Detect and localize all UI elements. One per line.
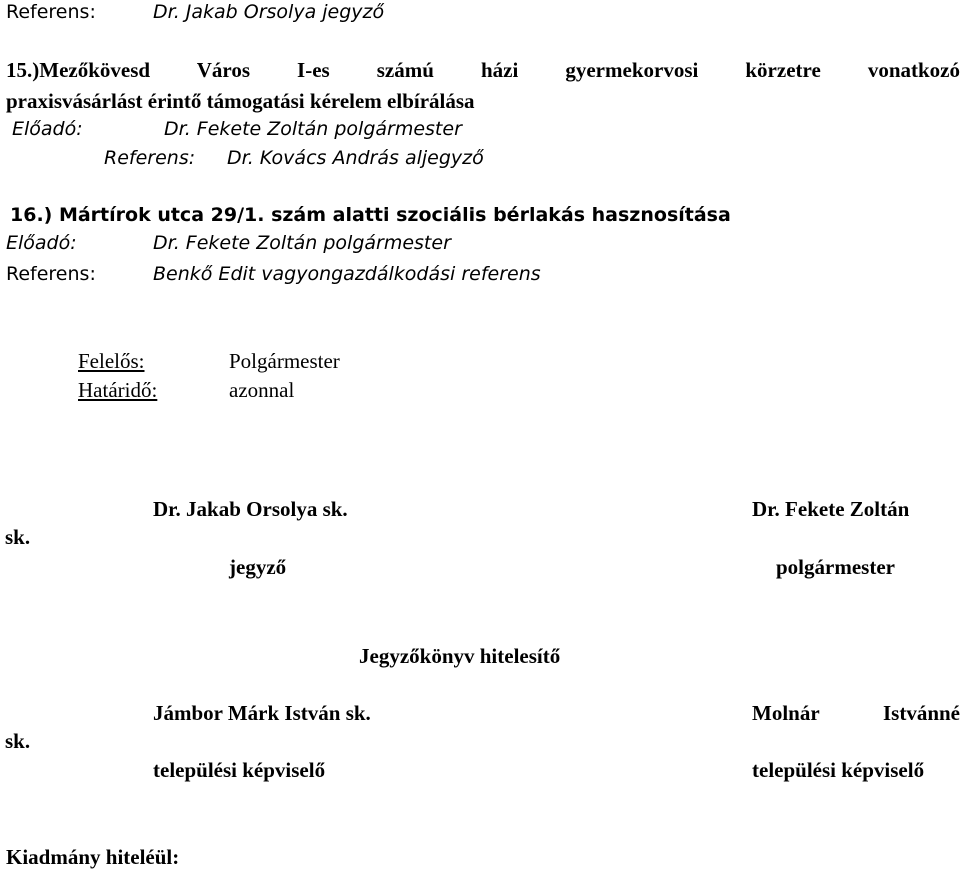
item15-eloado-label: Előadó:	[12, 118, 83, 140]
auth-right-title: települési képviselő	[752, 758, 925, 782]
top-referens-value: Dr. Jakab Orsolya jegyző	[153, 1, 385, 23]
kiadmany-hiteleul: Kiadmány hiteléül:	[6, 845, 180, 869]
hatarido-label: Határidő:	[78, 378, 158, 402]
signature-sk-2: sk.	[5, 729, 31, 753]
item16-title: 16.) Mártírok utca 29/1. szám alatti szociális bérlakás hasznosítása	[10, 204, 731, 226]
signature-left-name: Dr. Jakab Orsolya sk.	[153, 497, 348, 521]
signature-left-title: jegyző	[229, 555, 287, 579]
signature-right-title: polgármester	[776, 555, 895, 579]
item15-title-line2: praxisvásárlást érintő támogatási kérelem elbírálása	[6, 89, 475, 113]
auth-left-title: települési képviselő	[153, 758, 326, 782]
item16-referens-label: Referens:	[6, 263, 96, 285]
authenticator-heading: Jegyzőkönyv hitelesítő	[359, 644, 561, 668]
item16-eloado-value: Dr. Fekete Zoltán polgármester	[153, 232, 451, 254]
top-referens-label: Referens:	[6, 1, 96, 23]
item15-referens-label: Referens:	[104, 147, 196, 169]
item16-eloado-label: Előadó:	[6, 232, 77, 254]
signature-right-name: Dr. Fekete Zoltán	[752, 497, 910, 521]
item16-referens-value: Benkő Edit vagyongazdálkodási referens	[153, 263, 541, 285]
auth-left-name: Jámbor Márk István sk.	[153, 701, 371, 725]
hatarido-value: azonnal	[229, 378, 295, 402]
item15-referens-value: Dr. Kovács András aljegyző	[227, 147, 484, 169]
item15-title-line1: 15.)Mezőkövesd Város I-es számú házi gyermekorvosi körzetre vonatkozó	[6, 58, 960, 82]
felelos-value: Polgármester	[229, 349, 340, 373]
felelos-label: Felelős:	[78, 349, 145, 373]
auth-right-name: Molnár Istvánné	[752, 701, 960, 725]
signature-sk-1: sk.	[5, 525, 31, 549]
item15-eloado-value: Dr. Fekete Zoltán polgármester	[164, 118, 462, 140]
